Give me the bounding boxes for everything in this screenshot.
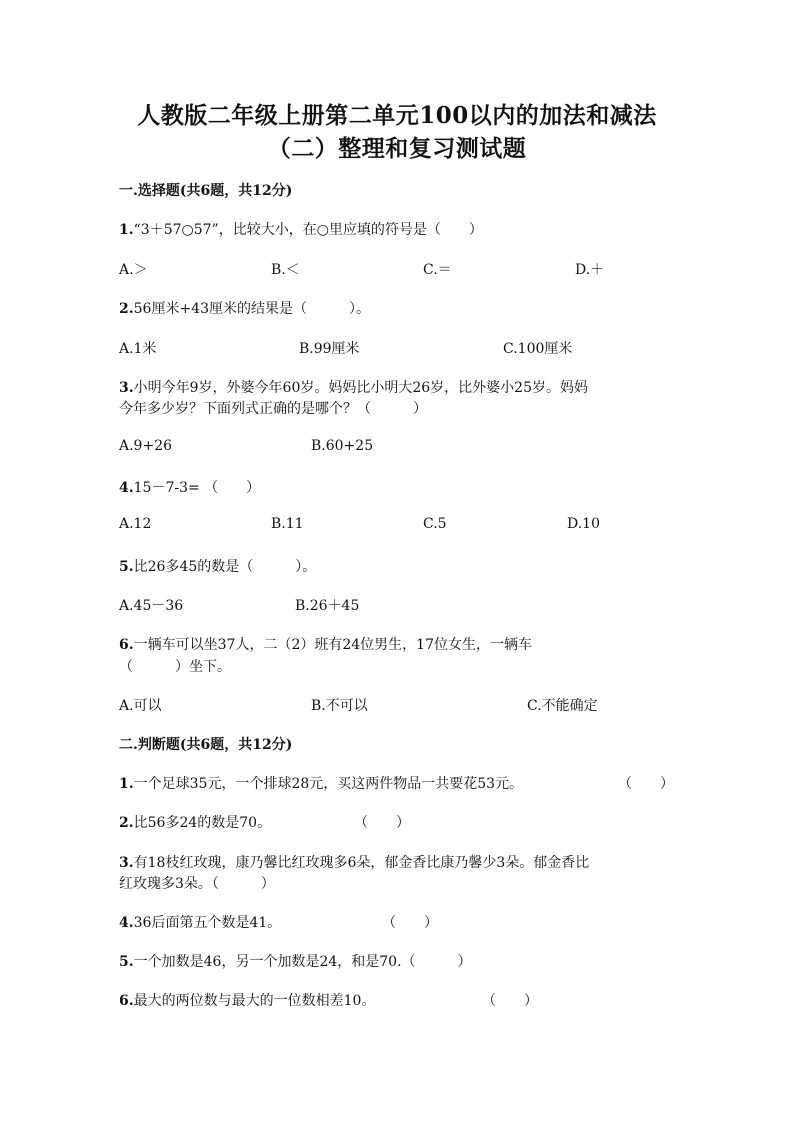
- answer-bracket: （ ）: [382, 915, 438, 931]
- question-body: 15－7-3= （ ）: [133, 480, 261, 496]
- judge-question: [119, 912, 281, 932]
- question-body: 比56多24的数是70。: [133, 815, 272, 831]
- question-body: 36后面第五个数是41。: [133, 915, 282, 931]
- question-text: [119, 634, 532, 654]
- question-text-continued: 今年多少岁？下面列式正确的是哪个？（ ）: [119, 401, 427, 417]
- question-number: 1.: [119, 222, 134, 238]
- question-body: “3＋57○57”，比较大小，在○里应填的符号是（ ）: [133, 222, 483, 238]
- option-c: C.5: [423, 516, 447, 532]
- option-b: B.99厘米: [299, 341, 360, 357]
- judge-question: [119, 951, 472, 971]
- question-number: 5.: [119, 954, 134, 970]
- question-number: 1.: [119, 776, 134, 792]
- question-body: 有18枝红玫瑰，康乃馨比红玫瑰多6朵，郁金香比康乃馨少3朵。郁金香比: [133, 855, 590, 871]
- question-text: [119, 219, 483, 239]
- option-d: D.＋: [575, 262, 605, 278]
- option-c: C.不能确定: [527, 698, 598, 714]
- judge-question: [119, 773, 523, 793]
- option-a: A.1米: [119, 341, 157, 357]
- question-body: 一个加数是46，另一个加数是24，和是70.（ ）: [133, 954, 472, 970]
- question-number: 3.: [119, 855, 134, 871]
- option-d: D.10: [567, 516, 600, 532]
- question-body: 最大的两位数与最大的一位数相差10。: [133, 993, 376, 1009]
- option-a: A.＞: [119, 262, 148, 278]
- question-text-continued: （ ）坐下。: [119, 659, 231, 675]
- question-body: 一个足球35元，一个排球28元，买这两件物品一共要花53元。: [133, 776, 524, 792]
- question-number: 2.: [119, 301, 134, 317]
- option-a: A.45－36: [119, 598, 184, 614]
- question-number: 6.: [119, 637, 134, 653]
- question-text: [119, 556, 316, 576]
- section-heading-judge: 二.判断题(共6题，共12分): [119, 737, 293, 753]
- page-subtitle: （二）整理和复习测试题: [267, 135, 527, 162]
- option-b: B.＜: [271, 262, 300, 278]
- question-number: 3.: [119, 380, 134, 396]
- option-a: A.12: [119, 516, 152, 532]
- question-number: 4.: [119, 915, 134, 931]
- answer-bracket: （ ）: [482, 993, 538, 1009]
- question-body: 比26多45的数是（ ）。: [133, 559, 317, 575]
- question-text: [119, 477, 260, 497]
- question-number: 2.: [119, 815, 134, 831]
- option-a: A.可以: [119, 698, 162, 714]
- question-body: 56厘米+43厘米的结果是（ ）。: [133, 301, 370, 317]
- page-title: 人教版二年级上册第二单元100以内的加法和减法: [137, 102, 657, 129]
- option-b: B.60+25: [311, 438, 374, 454]
- question-body: 小明今年9岁，外婆今年60岁。妈妈比小明大26岁，比外婆小25岁。妈妈: [133, 380, 588, 396]
- option-b: B.26＋45: [295, 598, 360, 614]
- question-text-continued: 红玫瑰多3朵。（ ）: [119, 876, 275, 892]
- question-text: [119, 298, 370, 318]
- judge-question: [119, 812, 271, 832]
- option-a: A.9+26: [119, 438, 173, 454]
- answer-bracket: （ ）: [354, 815, 410, 831]
- question-number: 4.: [119, 480, 134, 496]
- option-b: B.11: [271, 516, 304, 532]
- option-b: B.不可以: [311, 698, 368, 714]
- question-text: [119, 377, 588, 397]
- question-number: 5.: [119, 559, 134, 575]
- option-c: C.100厘米: [503, 341, 573, 357]
- question-number: 6.: [119, 993, 134, 1009]
- question-body: 一辆车可以坐37人，二（2）班有24位男生，17位女生，一辆车: [133, 637, 532, 653]
- judge-question: [119, 990, 375, 1010]
- answer-bracket: （ ）: [618, 776, 674, 792]
- judge-question: [119, 852, 589, 872]
- option-c: C.＝: [423, 262, 452, 278]
- section-heading-choice: 一.选择题(共6题，共12分): [119, 183, 293, 199]
